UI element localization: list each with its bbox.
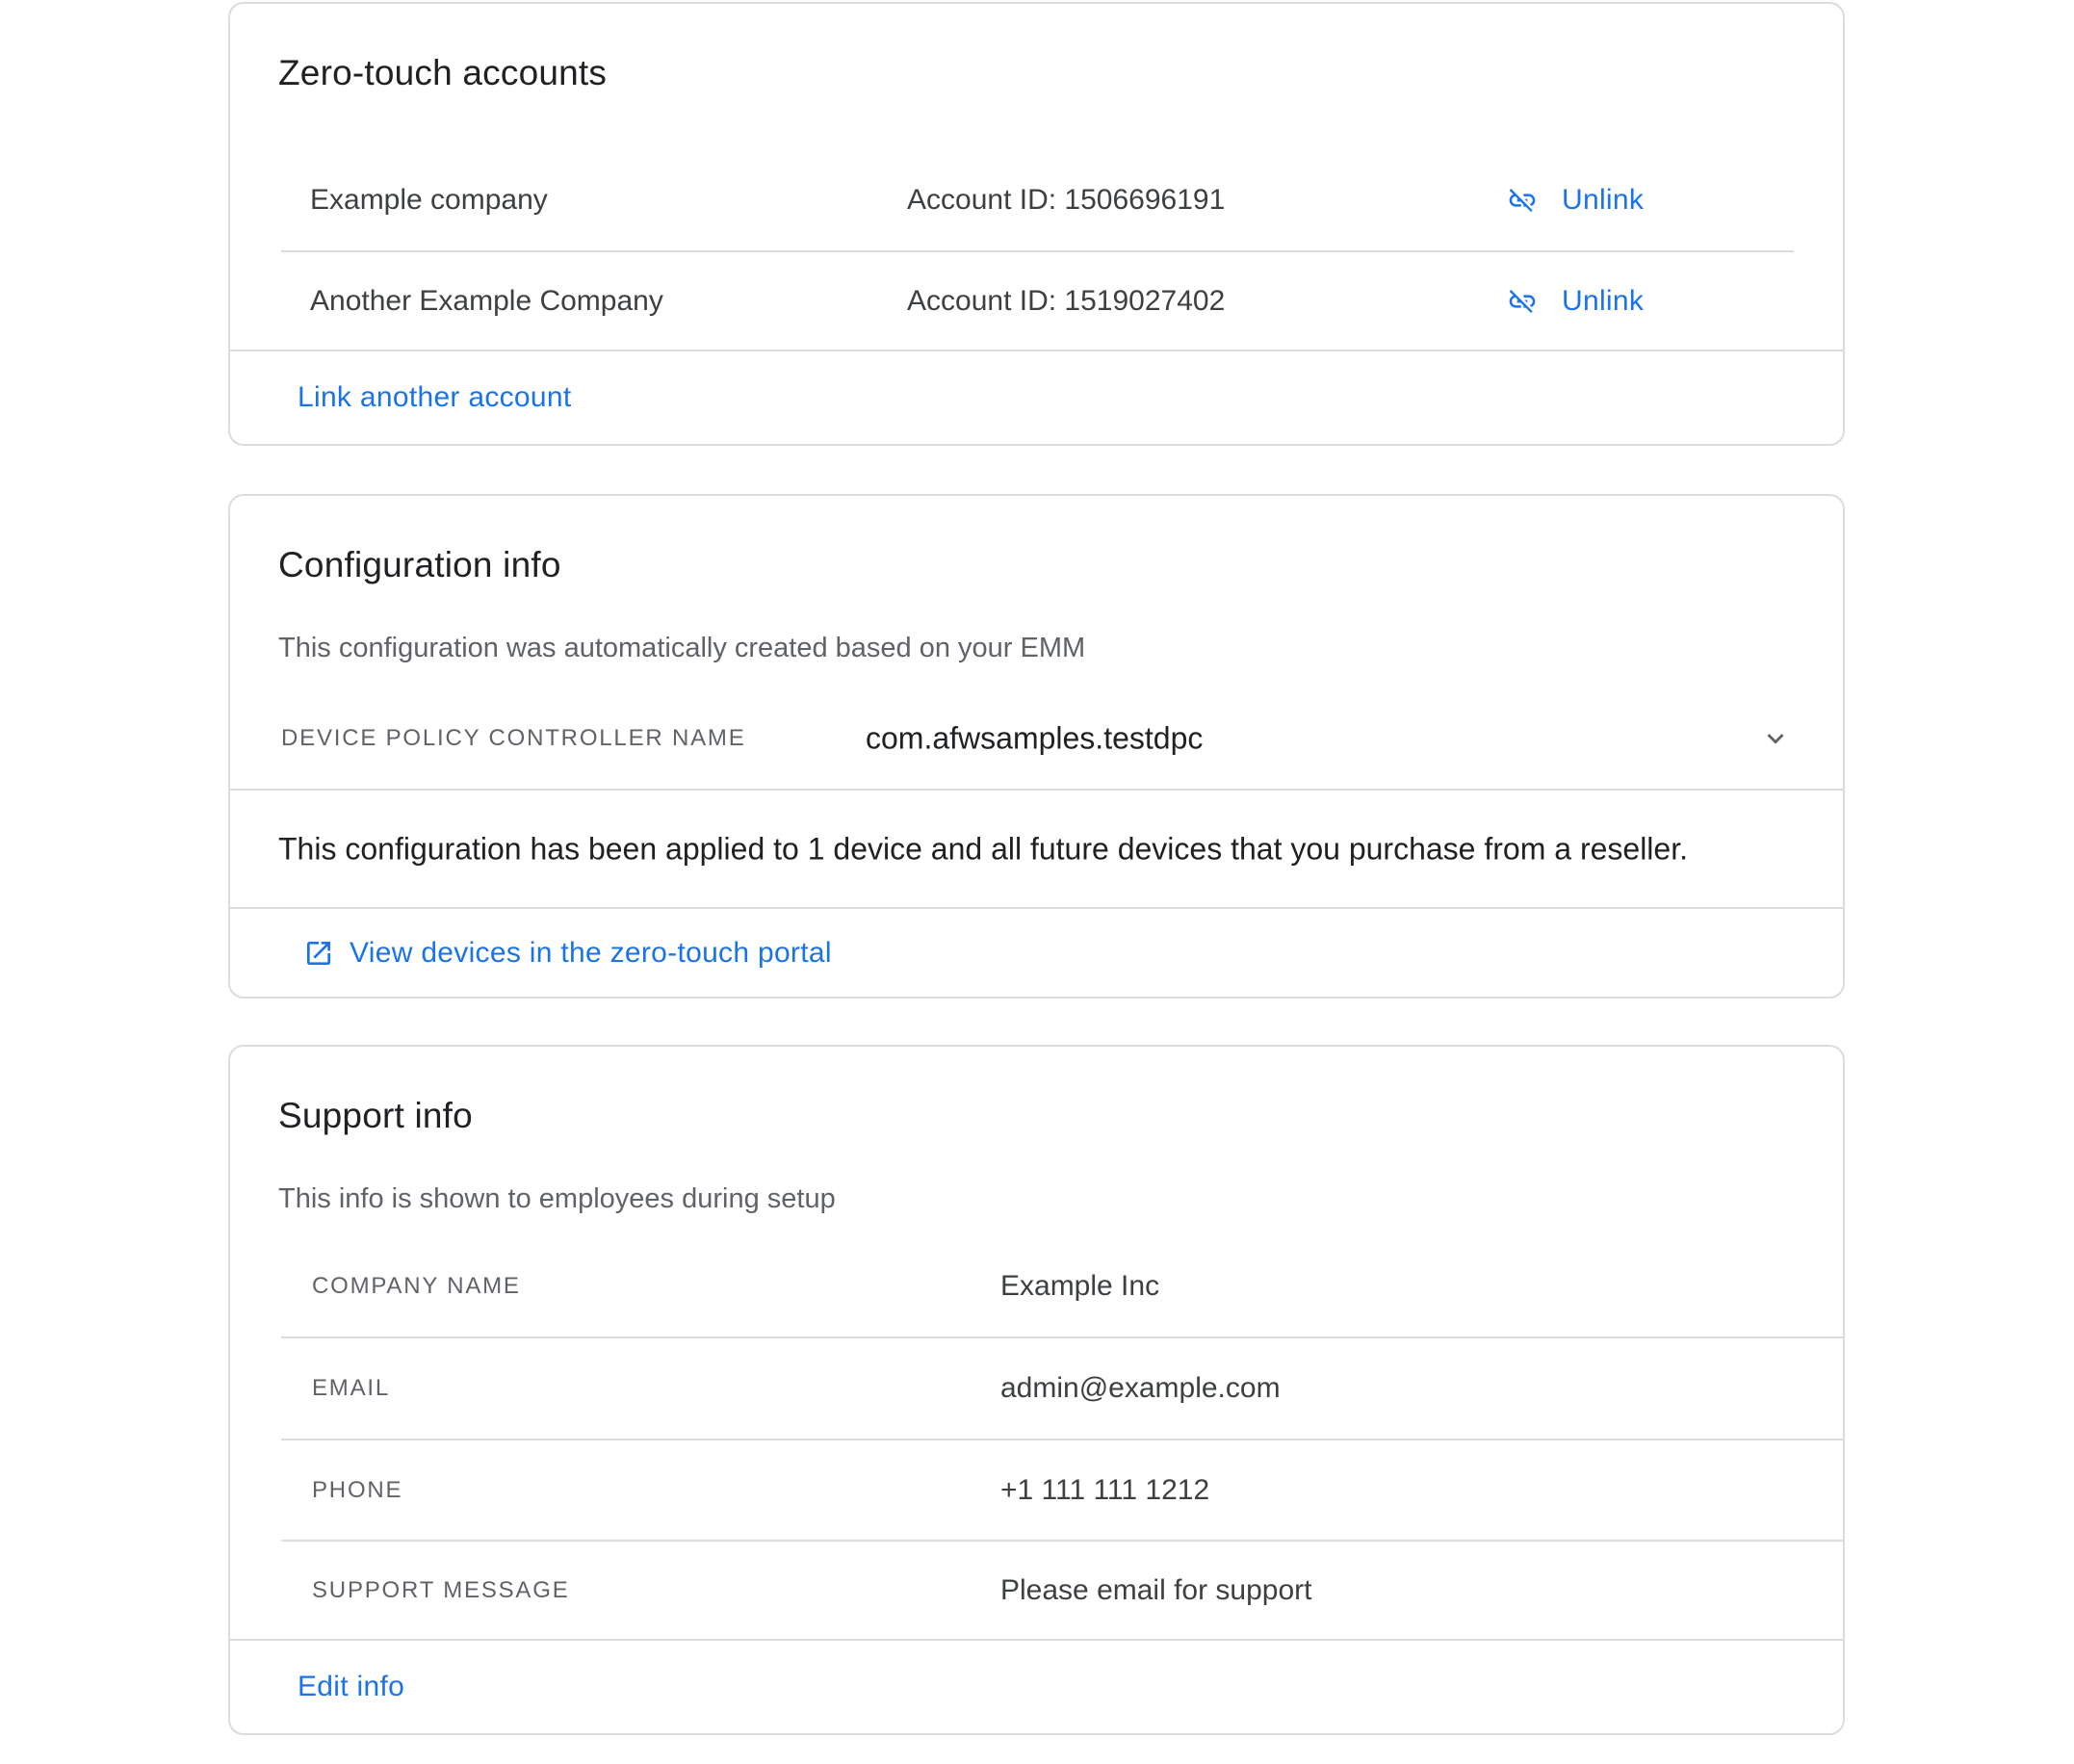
applied-devices-row — [230, 791, 1843, 907]
unlink-label: Unlink — [1562, 183, 1645, 216]
dpc-name-label: DEVICE POLICY CONTROLLER NAME — [281, 725, 746, 751]
support-card-footer — [230, 1639, 1843, 1733]
account-name: Example company — [310, 183, 548, 216]
phone-value: +1 111 111 1212 — [1000, 1473, 1210, 1506]
support-info-card — [228, 1045, 1845, 1735]
link-off-icon — [1507, 185, 1538, 216]
account-id: Account ID: 1506696191 — [907, 183, 1226, 216]
support-table-row — [230, 1440, 1843, 1540]
view-devices-portal-link[interactable] — [303, 937, 832, 970]
account-name: Another Example Company — [310, 284, 663, 317]
email-value: admin@example.com — [1000, 1372, 1281, 1404]
support-message-value: Please email for support — [1000, 1573, 1312, 1606]
dpc-select-row[interactable] — [230, 688, 1843, 789]
support-table-row — [230, 1338, 1843, 1439]
unlink-button[interactable] — [1507, 285, 1644, 318]
account-row — [230, 149, 1843, 250]
applied-devices-text: This configuration has been applied to 1 device and all future devices that you purchase from a reseller. — [278, 831, 1688, 866]
config-card-footer — [230, 907, 1843, 997]
support-info-title: Support info — [278, 1096, 473, 1135]
chevron-down-icon[interactable] — [1759, 722, 1792, 755]
configuration-info-card — [228, 494, 1845, 999]
zero-touch-accounts-card — [228, 2, 1845, 446]
support-message-label: SUPPORT MESSAGE — [312, 1576, 570, 1603]
configuration-info-subtitle: This configuration was automatically created based on your EMM — [278, 633, 1086, 663]
edit-info-link[interactable]: Edit info — [298, 1671, 405, 1702]
account-row — [230, 252, 1843, 350]
phone-label: PHONE — [312, 1476, 403, 1503]
link-off-icon — [1507, 286, 1538, 317]
dpc-name-value: com.afwsamples.testdpc — [866, 720, 1204, 756]
account-id: Account ID: 1519027402 — [907, 284, 1226, 317]
configuration-info-title: Configuration info — [278, 545, 561, 584]
unlink-label: Unlink — [1562, 284, 1645, 317]
support-table-row — [230, 1235, 1843, 1336]
email-label: EMAIL — [312, 1375, 391, 1401]
accounts-card-footer — [230, 350, 1843, 444]
unlink-button[interactable] — [1507, 184, 1644, 217]
support-info-subtitle: This info is shown to employees during setup — [278, 1183, 836, 1214]
open-in-new-icon — [303, 938, 334, 969]
support-table-row — [230, 1542, 1843, 1639]
zero-touch-accounts-title: Zero-touch accounts — [278, 53, 608, 92]
company-name-label: COMPANY NAME — [312, 1272, 521, 1299]
view-devices-portal-label: View devices in the zero-touch portal — [350, 936, 832, 969]
company-name-value: Example Inc — [1000, 1269, 1160, 1302]
link-another-account-link[interactable]: Link another account — [298, 381, 572, 413]
